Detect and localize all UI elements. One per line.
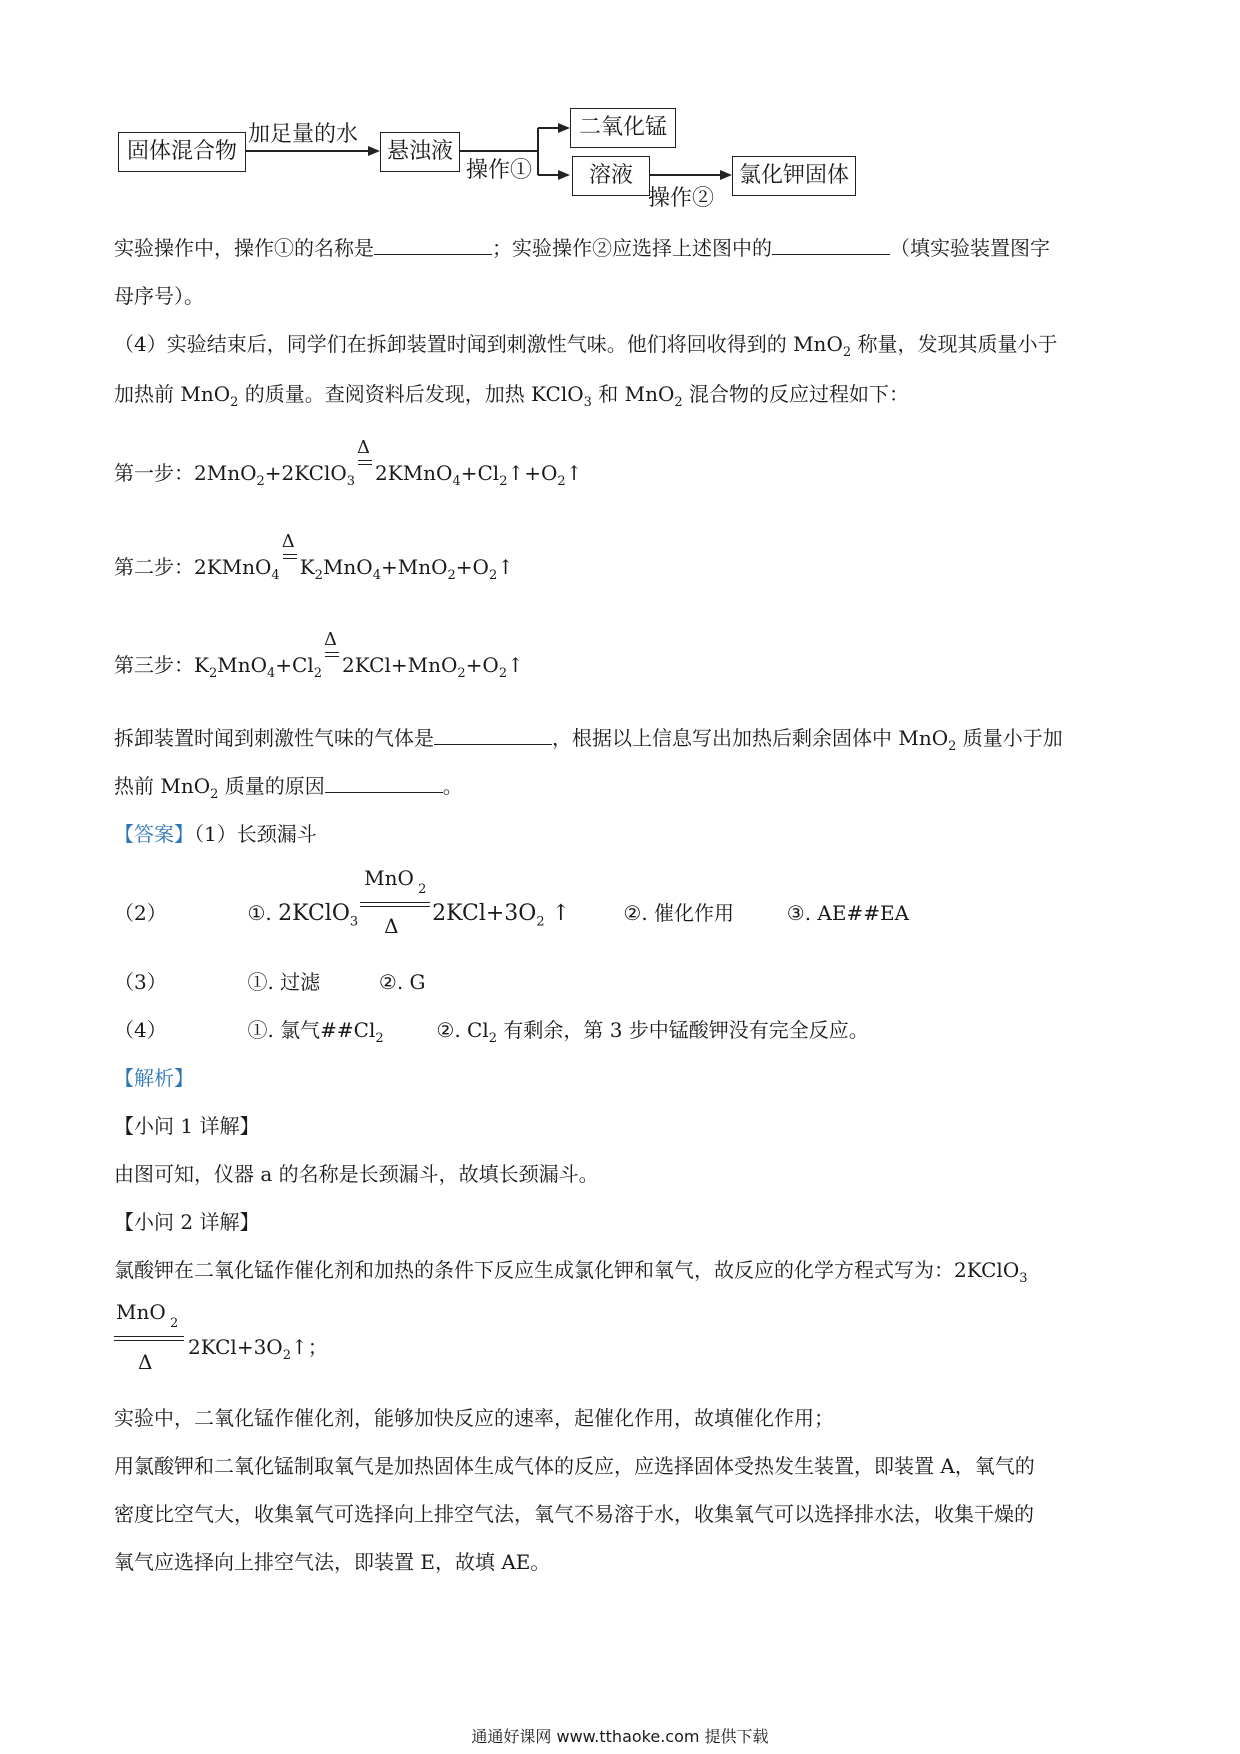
heat-equals-icon: Δ [322,648,342,672]
q3-text-3: （填实验装置图字 [890,236,1050,260]
analysis-sub1-heading: 【小问 1 详解】 [114,1114,260,1138]
answer-4-1: ①. 氯气##Cl [247,1018,376,1042]
answer-3-1: ①. 过滤 [247,970,321,994]
answer-line-4: （4） ①. 氯气$\#\#Cl_2$ ②. $Cl_2$ 有剩余，第 3 步中锰酸钾没有完全反应。 [114,1018,869,1046]
answer-blank [374,236,492,255]
q4-text: 加热前 MnO [114,382,231,406]
flow-box-solid-mixture: 固体混合物 [118,132,246,172]
q3-text-1: 实验操作中，操作①的名称是 [114,236,374,260]
answer-num: （3） [114,970,167,994]
answer-3-2: ②. G [378,970,426,994]
q4-text: 称量，发现其质量小于 [851,332,1058,356]
analysis-text: ↑； [291,1335,328,1359]
answer-2-equation: 2KClO$_3$ MnO 2 Δ $2KCl+3O_2$ ↑ [278,866,578,938]
q3-line-2 [114,284,204,308]
q4-step-2: 第二步：2KMnO$_4$ Δ $K_2MnO_4+MnO_2+O_2↑$ [114,531,514,583]
q4-text: 质量小于加 [956,726,1063,750]
q4-text: 。 [442,774,463,798]
answer-4-2: ②. Cl [436,1018,489,1042]
step-label: 第一步： [114,461,194,485]
flow-box-potassium-chloride: 氯化钾固体 [732,156,856,196]
q4-text: 质量的原因 [218,774,325,798]
delta-label: Δ [384,914,399,938]
delta-label: Δ [138,1350,153,1374]
catalyst-label: MnO [116,1300,166,1324]
q4-text: 和 MnO [591,382,675,406]
answer-line-2 [114,866,910,938]
q4-step-1: 第一步：2MnO$_2$+2KClO$_3$ Δ $2KMnO_4+Cl_2↑+O_2↑$ [114,437,583,489]
answer-1: （1）长颈漏斗 [194,822,317,846]
answer-blank [772,236,890,255]
analysis-sub1-text: 由图可知，仪器 a 的名称是长颈漏斗，故填长颈漏斗。 [114,1162,599,1186]
q4-line-2: 加热前 MnO$_2$ 的质量。查阅资料后发现，加热 KClO$_3$ 和 MnO$_2$ 混合物的反应过程如下： [114,382,910,410]
q4-question-line-2: 热前 MnO$_2$ 质量的原因 。 [114,774,463,802]
q3-text-2: ；实验操作②应选择上述图中的 [492,236,772,260]
answer-2-1-marker: ①. [247,901,272,925]
flow-box-manganese-dioxide: 二氧化锰 [570,108,676,148]
heat-equals-icon: Δ [280,550,300,574]
q3-line-1 [114,236,1050,260]
analysis-line-b: 密度比空气大，收集氧气可选择向上排空气法，氧气不易溶于水，收集氧气可以选择排水法，收集干燥的 [114,1502,1034,1526]
q4-text: 混合物的反应过程如下： [682,382,910,406]
analysis-sub2-text: 氯酸钾在二氧化锰作催化剂和加热的条件下反应生成氯化钾和氧气，故反应的化学方程式写为：2KClO$_3$ [114,1258,1028,1286]
flow-box-solution: 溶液 [572,156,650,196]
step-label: 第二步： [114,555,194,579]
analysis-catalyst-line: 实验中，二氧化锰作催化剂，能够加快反应的速率，起催化作用，故填催化作用； [114,1406,834,1430]
flow-label-operation-2: 操作② [648,186,715,211]
q4-text: 的质量。查阅资料后发现，加热 KClO [238,382,584,406]
page-footer: 通通好课网 www.tthaoke.com 提供下载 [471,1727,769,1746]
flow-label-operation-1: 操作① [466,158,533,183]
q4-step-3: 第三步：$K_2MnO_4+Cl_2$ Δ $2KCl+MnO_2+O_2↑$ [114,629,524,681]
answer-blank [434,726,552,745]
analysis-tag: 【解析】 [114,1066,194,1090]
answer-num: （4） [114,1018,167,1042]
q4-text: 热前 MnO [114,774,211,798]
answer-blank [325,774,443,793]
q4-text: 拆卸装置时闻到刺激性气味的气体是 [114,726,434,750]
analysis-text: 2KCl+3O [188,1335,283,1359]
q4-text: （4）实验结束后，同学们在拆卸装置时闻到刺激性气味。他们将回收得到的 MnO [114,332,843,356]
analysis-line-c: 氧气应选择向上排空气法，即装置 E，故填 AE。 [114,1550,551,1574]
analysis-text: 氯酸钾在二氧化锰作催化剂和加热的条件下反应生成氯化钾和氧气，故反应的化学方程式写为：2KClO [114,1258,1020,1282]
answer-tag: 【答案】 [114,822,194,846]
step-label: 第三步： [114,653,194,677]
analysis-sub2-heading: 【小问 2 详解】 [114,1210,260,1234]
answer-line-3 [114,970,426,994]
analysis-line-a: 用氯酸钾和二氧化锰制取氧气是加热固体生成气体的反应，应选择固体受热发生装置，即装置 A，氧气的 [114,1454,1035,1478]
answer-num: （2） [114,901,167,925]
answer-line-1 [114,822,317,846]
answer-4-2: 有剩余，第 3 步中锰酸钾没有完全反应。 [497,1018,869,1042]
flow-box-suspension: 悬浊液 [380,132,460,172]
answer-2-3: ③. AE##EA [786,901,910,925]
q4-line-1: （4）实验结束后，同学们在拆卸装置时闻到刺激性气味。他们将回收得到的 MnO$_2$ 称量，发现其质量小于 [114,332,1058,360]
heat-equals-icon: Δ [355,456,375,480]
q4-question-line-1: 拆卸装置时闻到刺激性气味的气体是 ，根据以上信息写出加热后剩余固体中 MnO$_2$ 质量小于加 [114,726,1063,754]
analysis-sub2-equation: MnO 2 Δ $2KCl+3O_2↑$； [116,1300,328,1374]
q4-text: ，根据以上信息写出加热后剩余固体中 MnO [552,726,949,750]
answer-2-2: ②. 催化作用 [623,901,735,925]
flow-label-add-water: 加足量的水 [248,122,359,147]
q3-text-4: 母序号）。 [114,284,204,308]
catalyst-label: MnO [364,866,414,890]
